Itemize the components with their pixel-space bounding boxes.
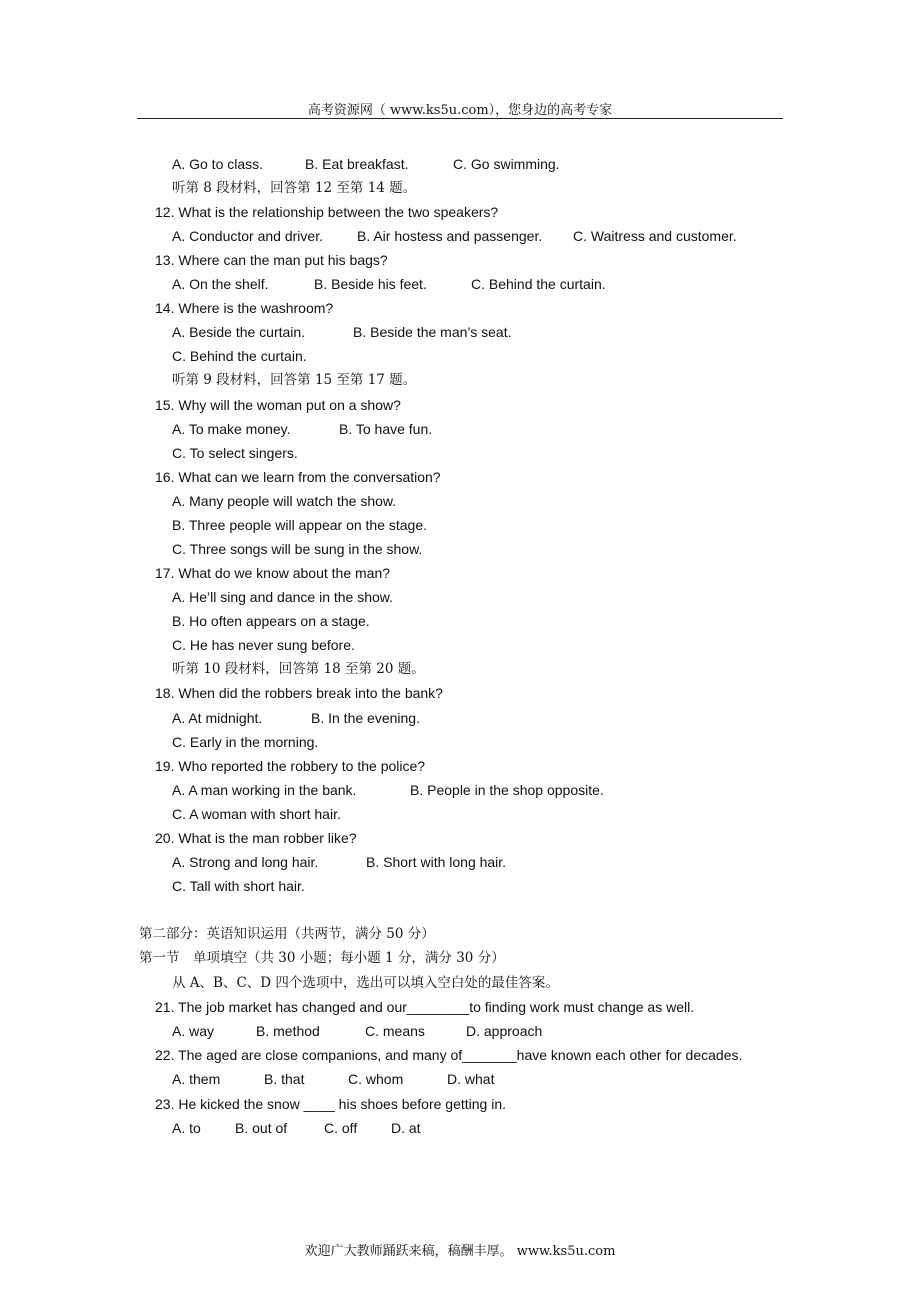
question-stem: 18. When did the robbers break into the bank? (155, 685, 443, 701)
answer-option: B. Air hostess and passenger. (357, 228, 543, 244)
section-instruction: 第二部分：英语知识运用（共两节，满分 50 分） (139, 926, 435, 942)
answer-option: A. On the shelf. (172, 276, 269, 292)
answer-option: A. to (172, 1120, 201, 1136)
question-stem: 19. Who reported the robbery to the police? (155, 758, 426, 774)
answer-option: C. whom (348, 1071, 404, 1087)
answer-option: A. Strong and long hair. (172, 854, 319, 870)
answer-option: B. In the evening. (311, 710, 420, 726)
answer-option: A. Many people will watch the show. (172, 493, 397, 509)
section-instruction: 听第 9 段材料，回答第 15 至第 17 题。 (172, 372, 417, 388)
answer-option: C. Three songs will be sung in the show. (172, 541, 423, 557)
answer-option: C. Behind the curtain. (172, 348, 307, 364)
answer-option: C. Tall with short hair. (172, 878, 305, 894)
question-stem: 23. He kicked the snow ____ his shoes before getting in. (155, 1096, 506, 1112)
page-footer: 欢迎广大教师踊跃来稿，稿酬丰厚。 www.ks5u.com (304, 1244, 616, 1259)
answer-option: C. Early in the morning. (172, 734, 319, 750)
answer-option: A. them (172, 1071, 221, 1087)
answer-option: C. To select singers. (172, 445, 298, 461)
answer-option: B. Ho often appears on a stage. (172, 613, 370, 629)
answer-option: A. Conductor and driver. (172, 228, 323, 244)
answer-option: B. Beside his feet. (314, 276, 427, 292)
question-stem: 16. What can we learn from the conversation? (155, 469, 441, 485)
question-stem: 15. Why will the woman put on a show? (155, 397, 401, 413)
section-instruction: 听第 8 段材料，回答第 12 至第 14 题。 (172, 180, 417, 196)
page-header: 高考资源网（ www.ks5u.com），您身边的高考专家 (307, 103, 613, 118)
answer-option: A. A man working in the bank. (172, 782, 357, 798)
answer-option: D. what (447, 1071, 495, 1087)
answer-option: B. Beside the man’s seat. (353, 324, 512, 340)
answer-option: C. means (365, 1023, 425, 1039)
question-stem: 21. The job market has changed and our________to finding work must change as well. (155, 999, 695, 1015)
answer-option: C. He has never sung before. (172, 637, 355, 653)
section-instruction: 从 A、B、C、D 四个选项中，选出可以填入空白处的最佳答案。 (172, 975, 559, 991)
answer-option: B. Three people will appear on the stage. (172, 517, 428, 533)
header-divider (137, 118, 783, 119)
answer-option: C. Behind the curtain. (471, 276, 606, 292)
answer-option: C. off (324, 1120, 358, 1136)
question-stem: 17. What do we know about the man? (155, 565, 391, 581)
answer-option: A. To make money. (172, 421, 291, 437)
answer-option: B. Short with long hair. (366, 854, 507, 870)
answer-option: A. He’ll sing and dance in the show. (172, 589, 394, 605)
section-instruction: 第一节 单项填空（共 30 小题；每小题 1 分，满分 30 分） (139, 950, 505, 966)
question-stem: 13. Where can the man put his bags? (155, 252, 388, 268)
answer-option: D. at (391, 1120, 421, 1136)
answer-option: D. approach (466, 1023, 543, 1039)
answer-option: A. Go to class. (172, 156, 264, 172)
answer-option: B. People in the shop opposite. (410, 782, 604, 798)
answer-option: A. At midnight. (172, 710, 263, 726)
question-stem: 14. Where is the washroom? (155, 300, 334, 316)
answer-option: B. Eat breakfast. (305, 156, 409, 172)
answer-option: B. that (264, 1071, 305, 1087)
answer-option: C. Waitress and customer. (573, 228, 737, 244)
answer-option: B. method (256, 1023, 320, 1039)
question-stem: 22. The aged are close companions, and many of_______have known each other for decades. (155, 1047, 743, 1063)
answer-option: B. To have fun. (339, 421, 433, 437)
answer-option: A. Beside the curtain. (172, 324, 306, 340)
question-stem: 12. What is the relationship between the two speakers? (155, 204, 499, 220)
question-stem: 20. What is the man robber like? (155, 830, 357, 846)
answer-option: B. out of (235, 1120, 288, 1136)
answer-option: C. A woman with short hair. (172, 806, 341, 822)
answer-option: C. Go swimming. (453, 156, 560, 172)
answer-option: A. way (172, 1023, 215, 1039)
section-instruction: 听第 10 段材料，回答第 18 至第 20 题。 (172, 661, 425, 677)
